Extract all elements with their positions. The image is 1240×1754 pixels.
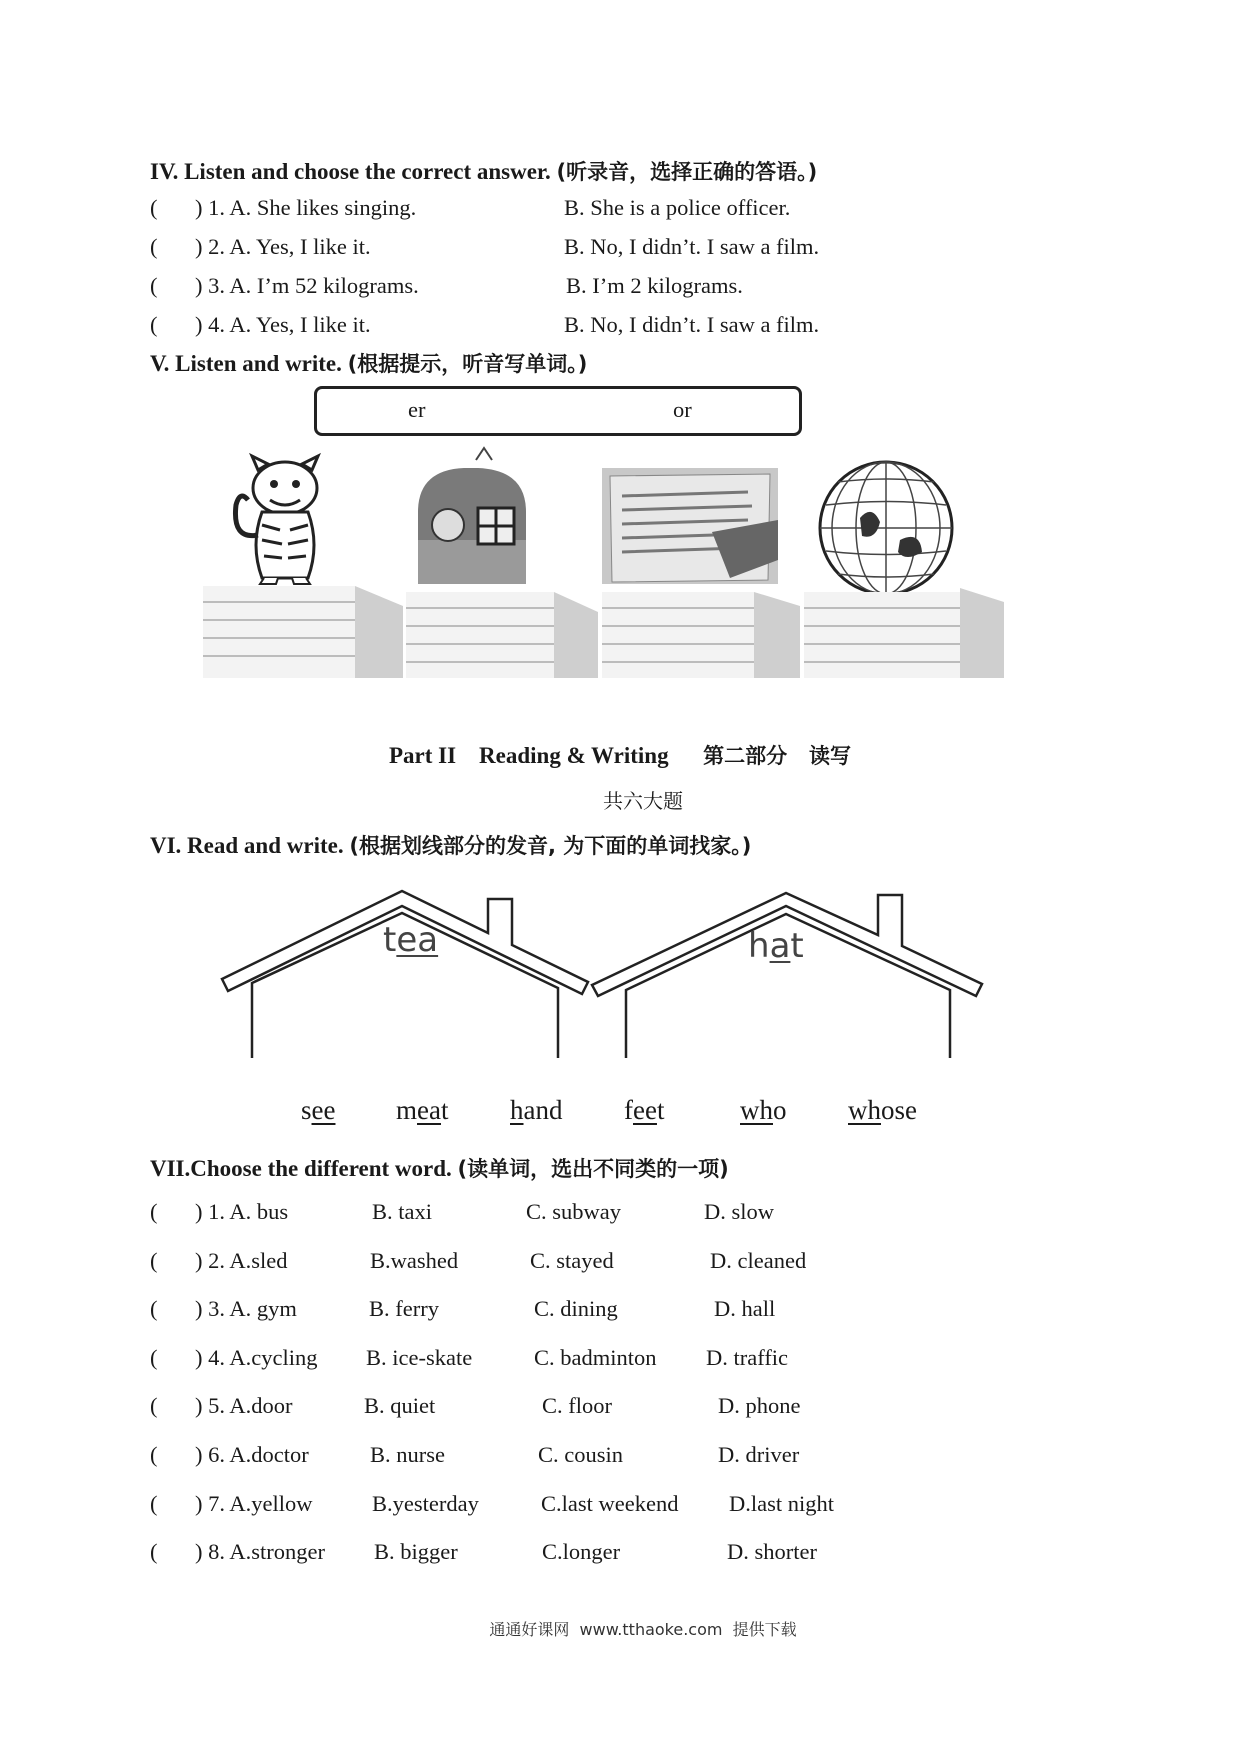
house-2 — [592, 893, 982, 1058]
q7-3-option-d: D. hall — [714, 1296, 776, 1321]
q7-2-option-d: D. cleaned — [710, 1248, 807, 1273]
q4-4-paren[interactable]: ( — [150, 312, 158, 337]
q7-6-paren[interactable]: ( — [150, 1442, 158, 1467]
hint-or: or — [673, 397, 692, 422]
q7-8-paren[interactable]: ( — [150, 1539, 158, 1564]
word-who-post: o — [773, 1095, 787, 1125]
word-hand-post: and — [523, 1095, 563, 1125]
q7-4-option-a: ) 4. A.cycling — [195, 1345, 318, 1370]
section6-title-en: VI. Read and write. — [150, 833, 344, 858]
q4-2-paren[interactable]: ( — [150, 234, 158, 259]
section4-title-en: IV. Listen and choose the correct answer. — [150, 159, 551, 184]
q7-5-option-a: ) 5. A.door — [195, 1393, 293, 1418]
q7-5-paren[interactable]: ( — [150, 1393, 158, 1418]
section7-title — [150, 1153, 729, 1183]
q7-7-paren[interactable]: ( — [150, 1491, 158, 1516]
q7-7-option-d: D.last night — [729, 1491, 834, 1516]
q4-1-option-b: B. She is a police officer. — [564, 195, 791, 220]
word-meat-post: t — [440, 1095, 449, 1125]
q7-1-paren[interactable]: ( — [150, 1199, 158, 1224]
word-meat-pre: m — [396, 1095, 418, 1125]
word-meat — [396, 1095, 449, 1126]
q7-1-option-a: ) 1. A. bus — [195, 1199, 289, 1224]
q7-4-option-d: D. traffic — [706, 1345, 789, 1370]
word-see-underlined: ee — [311, 1095, 336, 1125]
q4-3-paren[interactable]: ( — [150, 273, 158, 298]
q7-1-option-b: B. taxi — [372, 1199, 432, 1224]
q7-3-option-a: ) 3. A. gym — [195, 1296, 297, 1321]
q7-4-option-c: C. badminton — [534, 1345, 657, 1370]
part2-subtitle: 共六大题 — [603, 789, 683, 813]
q7-6-option-b: B. nurse — [370, 1442, 445, 1467]
q7-2-option-c: C. stayed — [530, 1248, 614, 1273]
q4-1-option-a: ) 1. A. She likes singing. — [195, 195, 417, 220]
q7-6-option-d: D. driver — [718, 1442, 800, 1467]
q7-1-option-d: D. slow — [704, 1199, 775, 1224]
word-whose-post: ose — [881, 1095, 917, 1125]
q7-4-option-b: B. ice-skate — [366, 1345, 473, 1370]
q7-2-paren[interactable]: ( — [150, 1248, 158, 1273]
q7-7-option-b: B.yesterday — [372, 1491, 479, 1516]
q7-5-option-d: D. phone — [718, 1393, 801, 1418]
word-who-underlined: wh — [740, 1095, 773, 1125]
q7-3-option-c: C. dining — [534, 1296, 618, 1321]
section7-title-cn: (读单词，选出不同类的一项) — [457, 1157, 729, 1181]
q4-4-option-a: ) 4. A. Yes, I like it. — [195, 312, 371, 337]
q4-2-option-a: ) 2. A. Yes, I like it. — [195, 234, 371, 259]
house-1-word — [383, 920, 438, 960]
q7-8-option-b: B. bigger — [374, 1539, 458, 1564]
q7-2-option-b: B.washed — [370, 1248, 459, 1273]
q7-2-option-a: ) 2. A.sled — [195, 1248, 288, 1273]
house-2-word-underlined: a — [769, 926, 791, 966]
q4-4-option-b: B. No, I didn’t. I saw a film. — [564, 312, 820, 337]
word-feet-post: t — [656, 1095, 665, 1125]
word-feet — [624, 1095, 664, 1126]
q7-4-paren[interactable]: ( — [150, 1345, 158, 1370]
page-footer[interactable]: 通通好课网 www.tthaoke.com 提供下载 — [489, 1620, 797, 1639]
word-whose — [848, 1095, 917, 1126]
q7-8-option-c: C.longer — [542, 1539, 621, 1564]
house-1 — [222, 891, 588, 1058]
word-see — [301, 1095, 335, 1126]
section6-title-cn: (根据划线部分的发音, 为下面的单词找家。) — [349, 834, 752, 858]
q7-7-option-c: C.last weekend — [541, 1491, 679, 1516]
section4-title-cn: (听录音，选择正确的答语。) — [556, 160, 818, 184]
q4-2-option-b: B. No, I didn’t. I saw a film. — [564, 234, 820, 259]
word-hand — [510, 1095, 562, 1126]
q4-3-option-b: B. I’m 2 kilograms. — [566, 273, 743, 298]
word-hand-underlined: h — [510, 1095, 524, 1125]
section5-title-cn: (根据提示，听音写单词。) — [347, 352, 588, 376]
house-1-word-underlined: ea — [396, 920, 439, 960]
q7-8-option-a: ) 8. A.stronger — [195, 1539, 325, 1564]
q7-7-option-a: ) 7. A.yellow — [195, 1491, 313, 1516]
word-whose-underlined: wh — [848, 1095, 881, 1125]
house-2-word — [748, 926, 804, 966]
q7-6-option-a: ) 6. A.doctor — [195, 1442, 309, 1467]
section5-title-en: V. Listen and write. — [150, 351, 342, 376]
house-2-word-post: t — [790, 926, 804, 966]
word-meat-underlined: ea — [417, 1095, 441, 1125]
word-feet-pre: f — [624, 1095, 633, 1125]
q4-3-option-a: ) 3. A. I’m 52 kilograms. — [195, 273, 419, 298]
q7-3-option-b: B. ferry — [369, 1296, 439, 1321]
house-2-word-pre: h — [748, 926, 770, 966]
q4-1-paren[interactable]: ( — [150, 195, 158, 220]
word-feet-underlined: ee — [633, 1095, 657, 1125]
part2-title-cn: 第二部分 读写 — [703, 744, 852, 768]
hint-er: er — [408, 397, 426, 422]
part2-title-en: Part II Reading & Writing — [388, 743, 669, 768]
house-1-word-pre: t — [383, 920, 397, 960]
q7-1-option-c: C. subway — [526, 1199, 621, 1224]
section7-title-en: VII.Choose the different word. — [150, 1156, 452, 1181]
q7-5-option-b: B. quiet — [364, 1393, 436, 1418]
q7-6-option-c: C. cousin — [538, 1442, 624, 1467]
q7-3-paren[interactable]: ( — [150, 1296, 158, 1321]
word-see-pre: s — [301, 1095, 312, 1125]
q7-8-option-d: D. shorter — [727, 1539, 817, 1564]
word-who — [740, 1095, 787, 1126]
q7-5-option-c: C. floor — [542, 1393, 612, 1418]
